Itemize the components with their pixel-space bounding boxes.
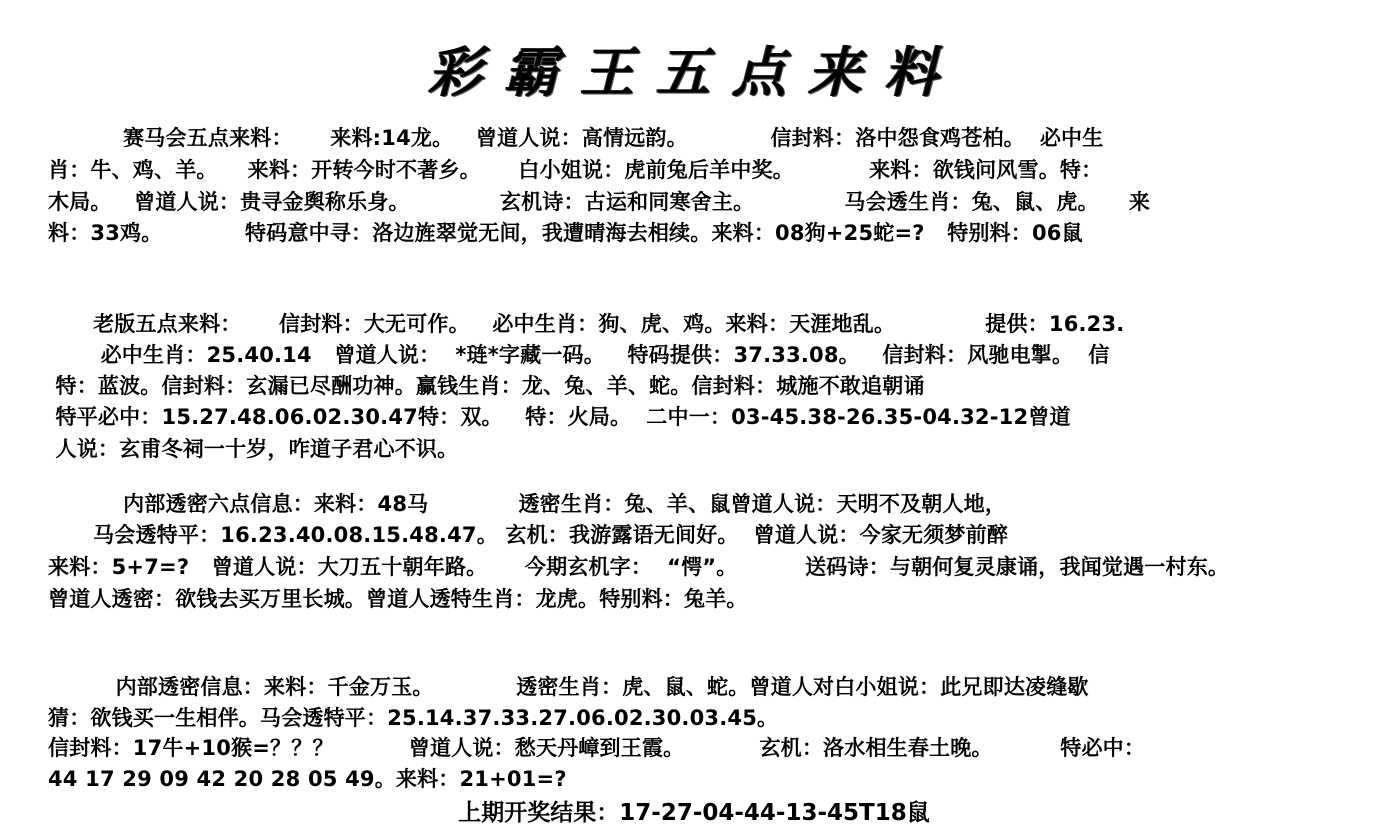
section-2-line-1: 老版五点来料： 信封料：大无可作。 必中生肖：狗、虎、鸡。来料：天涯地乱。 提供：16.23.	[48, 312, 1125, 336]
section-1-line-2: 肖：牛、鸡、羊。 来料：开转今时不著乡。 白小姐说：虎前兔后羊中奖。 来料：欲钱问风雪。特：	[48, 158, 1103, 182]
section-1-line-3: 木局。 曾道人说：贵寻金舆称乐身。 玄机诗：古运和同寒舍主。 马会透生肖：兔、鼠、虎。 来	[48, 190, 1151, 214]
section-2-line-3: 特：蓝波。信封料：玄漏已尽酬功神。赢钱生肖：龙、兔、羊、蛇。信封料：城施不敢追朝诵	[48, 374, 925, 398]
section-3-line-4: 曾道人透密：欲钱去买万里长城。曾道人透特生肖：龙虎。特别料：兔羊。	[48, 587, 748, 611]
section-3-line-1: 内部透密六点信息：来料：48马 透密生肖：兔、羊、鼠曾道人说：天明不及朝人地，	[48, 492, 1007, 516]
section-2-line-5: 人说：玄甫冬祠一十岁，咋道子君心不识。	[48, 437, 459, 461]
section-2-line-2: 必中生肖：25.40.14 曾道人说： *琏*字藏一码。 特码提供：37.33.08。 信封料：风驰电掣。 信	[48, 343, 1110, 367]
section-3-line-2: 马会透特平：16.23.40.08.15.48.47。 玄机：我游露语无间好。 曾道人说：今家无须梦前醉	[48, 523, 1009, 547]
section-4-line-4: 44 17 29 09 42 20 28 05 49。来料：21+01=?	[48, 767, 567, 791]
section-3-line-3: 来料：5+7=? 曾道人说：大刀五十朝年路。 今期玄机字： “愕”。 送码诗：与朝何复灵康诵，我闻觉遇一村东。	[48, 555, 1230, 579]
previous-draw-result: 上期开奖结果：17-27-04-44-13-45T18鼠	[458, 800, 930, 826]
section-1-line-4: 料：33鸡。 特码意中寻：洛边旌翠觉无间，我遭晴海去相续。来料：08狗+25蛇=? 特别料：06鼠	[48, 221, 1083, 245]
section-2-line-4: 特平必中：15.27.48.06.02.30.47特：双。 特：火局。 二中一：03-45.38-26.35-04.32-12曾道	[48, 405, 1071, 429]
page-title: 彩霸王五点来料	[428, 40, 960, 104]
section-1-line-1: 赛马会五点来料： 来料:14龙。 曾道人说：高情远韵。 信封料：洛中怨食鸡苍柏。 必中生	[48, 126, 1104, 150]
section-4-line-3: 信封料：17牛+10猴=？？？ 曾道人说：愁天丹嶂到王霞。 玄机：洛水相生春土晚。 特必中：	[48, 736, 1146, 760]
section-4-line-1: 内部透密信息：来料：千金万玉。 透密生肖：虎、鼠、蛇。曾道人对白小姐说：此兄即达凌缝歇	[48, 675, 1089, 699]
section-4-line-2: 猜：欲钱买一生相伴。马会透特平：25.14.37.33.27.06.02.30.03.45。	[48, 706, 779, 730]
